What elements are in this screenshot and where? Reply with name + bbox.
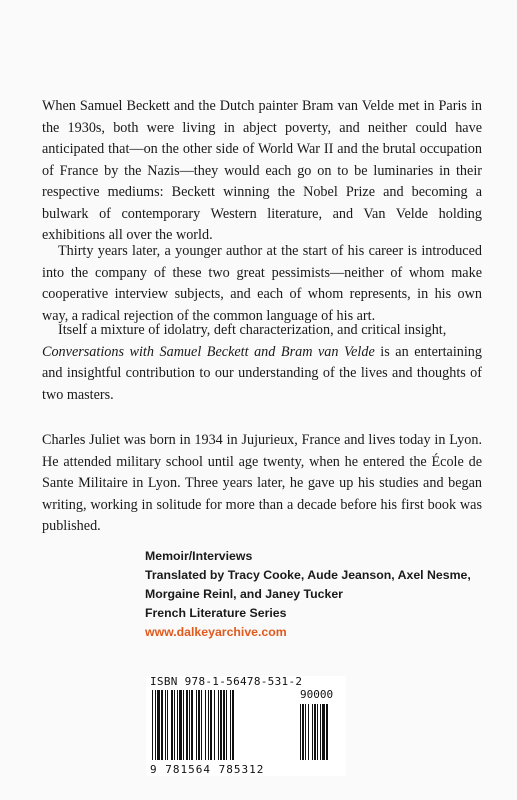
- publication-info: [145, 547, 475, 642]
- isbn-label: ISBN 978-1-56478-531-2: [150, 675, 303, 688]
- barcode-stripe: [167, 690, 168, 760]
- barcode-stripe: [152, 690, 153, 760]
- paragraph-text: Thirty years later, a younger author at the start of his career is introduced into the company of these two great pessimists—neither of whom make cooperative interview subjects, and each of whom represents, in his own way, a radical rejection of the common language of his art.: [42, 243, 482, 324]
- barcode-stripe: [326, 704, 328, 760]
- barcode-stripe: [308, 704, 309, 760]
- publisher-website-link[interactable]: www.dalkeyarchive.com: [145, 625, 287, 639]
- description-paragraph-2: [42, 241, 482, 327]
- barcode-stripe: [302, 704, 304, 760]
- series-label: French Literature Series: [145, 606, 287, 620]
- paragraph-start: Itself a mixture of idolatry, deft characterization, and critical insight,: [58, 322, 447, 338]
- barcode-stripe: [155, 690, 156, 760]
- barcode-stripe: [322, 704, 325, 760]
- barcode-stripe: [157, 690, 160, 760]
- bio-text: Charles Juliet was born in 1934 in Jujurieux, France and lives today in Lyon. He attended military school until age twenty, when he entered the École de Sante Militaire in Lyon. Three years later, he gave up his studies and began writing, working in solitude for more than a decade before his first book was published.: [42, 432, 482, 534]
- barcode-stripe: [223, 690, 225, 760]
- barcode-digits: 9 781564 785312: [150, 763, 265, 776]
- barcode-stripe: [208, 690, 209, 760]
- barcode-stripe: [312, 704, 313, 760]
- price-code: 90000: [300, 688, 334, 701]
- barcode-stripe: [210, 690, 212, 760]
- barcode-stripe: [179, 690, 182, 760]
- barcode-stripe: [300, 704, 301, 760]
- barcode-stripe: [232, 690, 234, 760]
- barcode-stripe: [226, 690, 227, 760]
- barcode-stripe: [165, 690, 166, 760]
- barcode-stripe: [183, 690, 184, 760]
- barcode-stripe: [186, 690, 188, 760]
- barcode-stripe: [220, 690, 222, 760]
- author-bio: [42, 430, 482, 538]
- description-paragraph-3: [42, 320, 482, 406]
- book-title: Conversations with Samuel Beckett and Bram van Velde: [42, 343, 375, 360]
- barcode-stripe: [230, 690, 231, 760]
- description-paragraph-1: [42, 96, 482, 247]
- barcode-stripe: [161, 690, 163, 760]
- paragraph-text: [42, 320, 482, 406]
- barcode-stripe: [218, 690, 219, 760]
- barcode-stripe: [177, 690, 178, 760]
- barcode-stripe: [320, 704, 321, 760]
- barcode-stripe: [198, 690, 200, 760]
- barcode-stripe: [205, 690, 206, 760]
- paragraph-text: When Samuel Beckett and the Dutch painter Bram van Velde met in Paris in the 1930s, both were living in abject poverty, and neither could have anticipated that—on the other side of World War II and the brutal occupation of France by the Nazis—they would each go on to be luminaries in their respective mediums: Beckett winning the Nobel Prize and becoming a bulwark of contemporary Western literature, and Van Velde holding exhibitions all over the world.: [42, 98, 482, 243]
- translators-line-1: Translated by Tracy Cooke, Aude Jeanson, Axel Nesme,: [145, 568, 471, 582]
- barcode-stripe: [317, 704, 318, 760]
- paragraph-end: is an entertaining and insightful contribution to our understanding of the lives and thoughts of two masters.: [42, 343, 482, 403]
- barcode-stripe: [196, 690, 197, 760]
- barcode-stripe: [171, 690, 173, 760]
- barcode-stripe: [305, 704, 306, 760]
- barcode-stripe: [189, 690, 190, 760]
- barcode-stripe: [191, 690, 193, 760]
- barcode-stripe: [174, 690, 175, 760]
- barcode-stripe: [201, 690, 202, 760]
- barcode-stripe: [314, 704, 316, 760]
- barcode-stripe: [214, 690, 215, 760]
- category-label: Memoir/Interviews: [145, 549, 253, 563]
- translators-line-2: Morgaine Reinl, and Janey Tucker: [145, 587, 343, 601]
